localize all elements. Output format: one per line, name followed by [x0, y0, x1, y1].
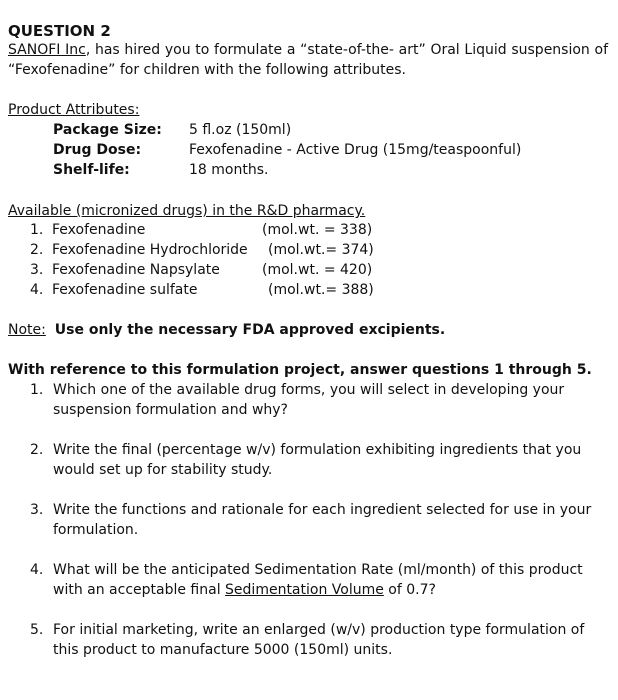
question-text [53, 560, 598, 600]
question-number: 4. [30, 562, 44, 578]
drug-mol-wt: (mol.wt.= 374) [268, 242, 374, 258]
drug-mol-wt: (mol.wt. = 420) [262, 262, 373, 278]
drug-number: 3. [30, 262, 44, 278]
company-name: SANOFI Inc [8, 42, 86, 58]
intro-text: , has hired you to formulate a “state-of-the- art” Oral Liquid suspension of “Fexofenadine” for children with the following attributes. [8, 42, 609, 78]
intro-paragraph [8, 40, 608, 80]
reference-heading: With reference to this formulation project, answer questions 1 through 5. [8, 362, 592, 378]
product-attributes-heading: Product Attributes: [8, 102, 140, 118]
question-text: Write the functions and rationale for each ingredient selected for use in your formulation. [53, 502, 592, 538]
drug-number: 2. [30, 242, 44, 258]
attribute-label: Shelf-life: [53, 162, 130, 178]
question-text: Which one of the available drug forms, you will select in developing your suspension formulation and why? [53, 382, 565, 418]
question-text-part: What will be the anticipated Sedimentation Rate (ml/month) of this product with an acceptable final [53, 562, 583, 598]
sedimentation-volume-term: Sedimentation Volume [225, 582, 384, 598]
note-line [8, 320, 445, 340]
question-number: 5. [30, 622, 44, 638]
drug-mol-wt: (mol.wt.= 388) [268, 282, 374, 298]
question-number: 1. [30, 382, 44, 398]
question-text: For initial marketing, write an enlarged (w/v) production type formulation of this product to manufacture 5000 (150ml) units. [53, 622, 585, 658]
note-text: Use only the necessary FDA approved excipients. [54, 322, 446, 338]
drug-name: Fexofenadine [52, 222, 146, 238]
drug-number: 4. [30, 282, 44, 298]
drug-name: Fexofenadine sulfate [52, 282, 198, 298]
drug-name: Fexofenadine Hydrochloride [52, 242, 248, 258]
attribute-label: Drug Dose: [53, 142, 142, 158]
drug-number: 1. [30, 222, 44, 238]
drug-name: Fexofenadine Napsylate [52, 262, 220, 278]
question-text: Write the final (percentage w/v) formulation exhibiting ingredients that you would set up for stability study. [53, 442, 582, 478]
attribute-label: Package Size: [53, 122, 162, 138]
question-text-part: of 0.7? [383, 582, 436, 598]
question-number: 2. [30, 442, 44, 458]
attribute-value: Fexofenadine - Active Drug (15mg/teaspoonful) [189, 142, 522, 158]
drug-mol-wt: (mol.wt. = 338) [262, 222, 373, 238]
attribute-value: 5 fl.oz (150ml) [189, 122, 292, 138]
attribute-value: 18 months. [189, 162, 269, 178]
question-title: QUESTION 2 [8, 22, 111, 40]
question-number: 3. [30, 502, 44, 518]
note-label: Note: [8, 322, 46, 338]
available-drugs-heading: Available (micronized drugs) in the R&D pharmacy. [8, 203, 366, 219]
